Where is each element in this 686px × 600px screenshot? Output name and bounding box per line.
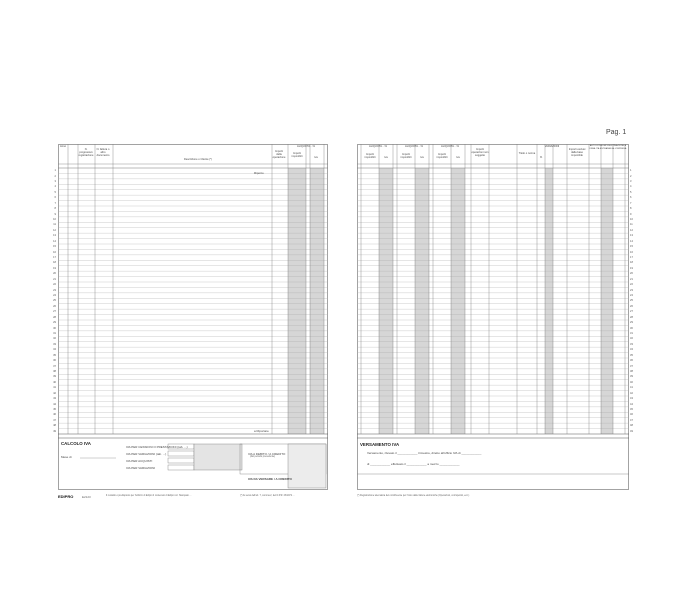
row-number: 5	[54, 190, 56, 194]
header-variazioni: VARIAZIONI	[544, 145, 560, 148]
row-number: 46	[630, 413, 633, 417]
row-number: 38	[53, 369, 56, 373]
page-number: Pag. 1	[606, 129, 627, 136]
row-number: 47	[630, 418, 633, 422]
iva-debito-label: IVA A DEBITO / A CREDITO	[248, 452, 286, 456]
header-aliquota-3: ALIQUOTA ...%	[441, 145, 459, 148]
row-number: 37	[630, 364, 633, 368]
header-importi-imponibili: Importi imponibili	[291, 152, 303, 158]
row-number: 25	[630, 299, 633, 303]
row-number: 16	[630, 250, 633, 254]
shaded-column	[545, 168, 553, 434]
header-fattura: N. fattura o altro documento	[96, 148, 110, 157]
row-number: 41	[630, 386, 633, 390]
header-importi-operazione: Importi della operazione	[272, 150, 286, 159]
row-number: 38	[630, 369, 633, 373]
row-number: 12	[53, 228, 56, 232]
row-number: 39	[630, 375, 633, 379]
row-number: 27	[630, 310, 633, 314]
row-number: 11	[630, 223, 633, 227]
row-number: 29	[53, 321, 56, 325]
shaded-column	[288, 168, 306, 434]
iva-variazioni2-label: IVA PER VARIAZIONI	[126, 466, 156, 470]
header-aliquota-2: ALIQUOTA ...%	[405, 145, 423, 148]
header-progressivo: N. progressivo registrazione	[78, 148, 94, 157]
row-number: 14	[630, 239, 633, 243]
row-number: 40	[630, 380, 633, 384]
row-number: 10	[53, 217, 56, 221]
row-number: 28	[630, 315, 633, 319]
riporto-label: Riporto	[254, 171, 264, 175]
row-number: 12	[630, 228, 633, 232]
row-number: 24	[630, 293, 633, 297]
iva-acquisti-label: IVA PER ACQUISTI	[126, 459, 153, 463]
row-number: 49	[630, 429, 633, 433]
row-number: 44	[630, 402, 633, 406]
header-imponibili-2: Importi imponibili	[400, 153, 412, 159]
iva-variazioni-label: IVA PER VARIAZIONI (tab. ...)	[126, 452, 167, 456]
row-number: 5	[630, 190, 632, 194]
header-titolo: Titolo o norma	[518, 152, 536, 155]
row-number: 25	[53, 299, 56, 303]
row-number: 32	[630, 337, 633, 341]
model-code: E2123	[82, 495, 91, 499]
row-number: 10	[630, 217, 633, 221]
header-aliquota: ALIQUOTA ...%	[297, 145, 315, 148]
row-number: 44	[53, 402, 56, 406]
row-number: 18	[630, 261, 633, 265]
row-number: 47	[53, 418, 56, 422]
row-number: 6	[54, 196, 56, 200]
row-number: 7	[630, 201, 632, 205]
row-number: 15	[53, 245, 56, 249]
register-right-page	[357, 144, 633, 490]
row-number: 7	[54, 201, 56, 205]
iva-cessioni-label: IVA PER CESSIONI O PRESTAZIONI (tab. ...)	[126, 445, 188, 449]
row-number: 36	[630, 359, 633, 363]
header-iva-2: Iva	[420, 156, 424, 159]
row-number: 9	[630, 212, 632, 216]
row-number: 11	[53, 223, 56, 227]
header-iva-1: Iva	[384, 156, 388, 159]
row-number: 19	[53, 266, 56, 270]
row-number: 22	[53, 283, 56, 287]
row-number: 18	[53, 261, 56, 265]
row-number: 43	[53, 397, 56, 401]
row-number: 31	[53, 331, 56, 335]
shaded-column	[310, 168, 324, 434]
row-number: 34	[53, 348, 56, 352]
row-number: 32	[53, 337, 56, 341]
row-number: 14	[53, 239, 56, 243]
calc-box	[168, 458, 194, 463]
header-imponibili-3: Importi imponibili	[436, 153, 448, 159]
calc-shaded-box	[194, 444, 242, 470]
row-number: 27	[53, 310, 56, 314]
row-number: 8	[54, 207, 56, 211]
row-number: 48	[630, 424, 633, 428]
calcolo-iva-title: CALCOLO IVA	[61, 441, 91, 446]
mese-label: Mese di	[61, 455, 72, 459]
row-number: 28	[53, 315, 56, 319]
row-number: 49	[53, 429, 56, 433]
row-number: 4	[630, 185, 632, 189]
row-number: 20	[53, 272, 56, 276]
right-footer-text: (*) Registrazione telematica del contribuente per l'invio delle fatture elettroniche (Operazioni, corrispettivi, ecc.)	[357, 495, 470, 497]
register-left-page	[53, 144, 328, 490]
row-number: 21	[630, 277, 633, 281]
row-number: 1	[630, 169, 632, 173]
versamento-iva-title: VERSAMENTO IVA	[360, 442, 400, 447]
shaded-column	[451, 168, 465, 434]
row-number: 36	[53, 359, 56, 363]
row-number: 39	[53, 375, 56, 379]
versamento-line-1: Versamento, rilevato il ____________ trimestre, diretto all'ufficio IVA di ____________	[367, 451, 482, 455]
row-number: 3	[630, 179, 632, 183]
header-descrizione: Descrizione o Cliente (*)	[184, 158, 212, 161]
header-imponibili-1: Importi imponibili	[364, 153, 376, 159]
shaded-column	[415, 168, 429, 434]
header-importi-esclusi: Importi esclusi dalla base imponibile	[568, 148, 586, 157]
row-number: 45	[630, 407, 633, 411]
row-number: 43	[630, 397, 633, 401]
row-number: 9	[54, 212, 56, 216]
row-number: 30	[53, 326, 56, 330]
left-footer-text: Il modello è predisposto per l'utilizzo di Edipro il contenuto di Edipro srl. Stampato ...	[106, 495, 192, 497]
totali-box	[288, 444, 326, 488]
row-number: 37	[53, 364, 56, 368]
row-number: 23	[630, 288, 633, 292]
row-number: 30	[630, 326, 633, 330]
iva-debito-note: (dal periodo precedente)	[250, 456, 276, 458]
row-number: 21	[53, 277, 56, 281]
shaded-column	[601, 168, 613, 434]
a-riportare-label: a Riportare	[254, 429, 269, 433]
row-number: 16	[53, 250, 56, 254]
shaded-column	[379, 168, 393, 434]
header-autoconsumo: AUTOCONSUMO/DESTINAZIONE A FINALITÀ ESTRANEE ALL'IMPRESA	[589, 145, 627, 150]
header-aliquota-1: ALIQUOTA ...%	[369, 145, 387, 148]
row-number: 6	[630, 196, 632, 200]
row-number: 15	[630, 245, 633, 249]
row-number: 31	[630, 331, 633, 335]
row-number: 13	[630, 234, 633, 238]
row-number: 22	[630, 283, 633, 287]
left-footer-note: (*) Ai sensi dell'art. 7, comma 2, del D.P.R. 26/1972 ...	[240, 495, 295, 497]
row-number: 35	[53, 353, 56, 357]
row-number: 45	[53, 407, 56, 411]
row-number: 33	[53, 342, 56, 346]
row-number: 8	[630, 207, 632, 211]
row-number: 2	[630, 174, 632, 178]
row-number: 40	[53, 380, 56, 384]
row-number: 42	[53, 391, 56, 395]
row-number: 34	[630, 348, 633, 352]
row-number: 13	[53, 234, 56, 238]
row-number: 3	[54, 179, 56, 183]
row-number: 19	[630, 266, 633, 270]
row-number: 41	[53, 386, 56, 390]
row-number: 26	[53, 304, 56, 308]
edipro-logo: EDIPRO	[58, 494, 74, 499]
right-grid	[357, 144, 629, 490]
row-number: 26	[630, 304, 633, 308]
row-number: 48	[53, 424, 56, 428]
row-number: 24	[53, 293, 56, 297]
iva-versare-label: IVA DA VERSARE / A CREDITO	[248, 477, 292, 481]
calc-box	[168, 465, 194, 470]
header-non-soggette: Importi operazioni non soggette	[471, 148, 489, 157]
row-number: 42	[630, 391, 633, 395]
row-number: 4	[54, 185, 56, 189]
versamento-line-2: di ____________ effettuato il ____________ a mezzo ____________	[367, 462, 460, 466]
row-number: 33	[630, 342, 633, 346]
row-number: 35	[630, 353, 633, 357]
row-number: 23	[53, 288, 56, 292]
header-iva-3: Iva	[456, 156, 460, 159]
row-number: 1	[54, 169, 56, 173]
row-number: 20	[630, 272, 633, 276]
left-grid	[58, 144, 328, 490]
row-number: 46	[53, 413, 56, 417]
calc-box	[168, 451, 194, 456]
header-anno: Anno	[60, 145, 67, 148]
row-number: 17	[630, 255, 633, 259]
header-iva: Iva	[314, 156, 318, 159]
row-number: 29	[630, 321, 633, 325]
row-number: 17	[53, 255, 56, 259]
header-percent: %	[539, 156, 543, 159]
row-number: 2	[54, 174, 56, 178]
